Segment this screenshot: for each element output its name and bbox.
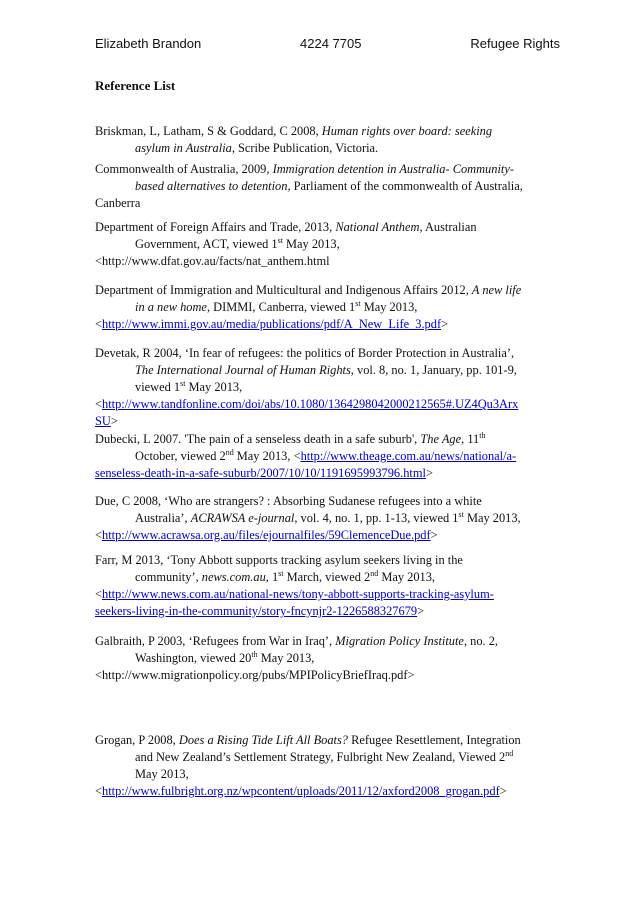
header-author: Elizabeth Brandon [95, 36, 202, 51]
reference-item-devetak: Devetak, R 2004, ‘In fear of refugees: the politics of Border Protection in Australia’, The International Journal of Human Rights, vol. 8, no. 1, January, pp. 101-9, viewed 1st May 2013, <http://www.tandfonline.com/doi/abs/10.1080/1364298042000212565#.UZ4Qu3Arx SU> [95, 346, 519, 428]
reference-link[interactable]: http://www.news.com.au/national-news/tony-abbott-supports-tracking-asylum- [102, 587, 494, 601]
reference-item-farr: Farr, M 2013, ‘Tony Abbott supports tracking asylum seekers living in the community’, news.com.au, 1st March, viewed 2nd May 2013, <http://www.news.com.au/national-news/tony-abbott-supports-tracking-asylum- seekers-living-in-the-community/story-fncynjr2-1226588327679> [95, 553, 494, 618]
header-doc-title: Refugee Rights [470, 36, 560, 51]
reference-item-diac: Department of Immigration and Multicultural and Indigenous Affairs 2012, A new life in a new home, DIMMI, Canberra, viewed 1st May 2013, <http://www.immi.gov.au/media/publications/pdf/A_New_Life_3.pdf> [95, 283, 522, 331]
page-header [95, 36, 560, 54]
header-student-id: 4224 7705 [300, 36, 362, 51]
reference-link-cont[interactable]: senseless-death-in-a-safe-suburb/2007/10/10/1191695993796.html [95, 466, 426, 480]
reference-url: <http://www.migrationpolicy.org/pubs/MPIPolicyBriefIraq.pdf> [95, 668, 415, 682]
reference-item-due: Due, C 2008, ‘Who are strangers? : Absorbing Sudanese refugees into a white Australia’, ACRAWSA e-journal, vol. 4, no. 1, pp. 1-13, viewed 1st May 2013, <http://www.acrawsa.org.au/files/ejournalfiles/59ClemenceDue.pdf> [95, 494, 521, 542]
reference-link[interactable]: http://www.acrawsa.org.au/files/ejournalfiles/59ClemenceDue.pdf [102, 528, 431, 542]
reference-link[interactable]: http://www.fulbright.org.nz/wpcontent/uploads/2011/12/axford2008_grogan.pdf [102, 784, 500, 798]
reference-item-commonwealth: Commonwealth of Australia, 2009, Immigration detention in Australia- Community- based alternatives to detention, Parliament of the commonwealth of Australia, Canberra [95, 162, 523, 210]
reference-item-dubecki: Dubecki, L 2007. 'The pain of a senseless death in a safe suburb', The Age, 11th October, viewed 2nd May 2013, <http://www.theage.com.au/news/national/a- senseless-death-in-a-safe-suburb/2007/10/10/1191695993796.html> [95, 430, 517, 480]
reference-link-cont[interactable]: seekers-living-in-the-community/story-fncynjr2-1226588327679 [95, 604, 418, 618]
reference-link[interactable]: http://www.tandfonline.com/doi/abs/10.1080/1364298042000212565#.UZ4Qu3Arx [102, 397, 519, 411]
page-title: Reference List [95, 78, 176, 93]
reference-link[interactable]: http://www.immi.gov.au/media/publications/pdf/A_New_Life_3.pdf [102, 317, 442, 331]
reference-item-grogan: Grogan, P 2008, Does a Rising Tide Lift All Boats? Refugee Resettlement, Integration and New Zealand’s Settlement Strategy, Fulbright New Zealand, Viewed 2nd May 2013, <http://www.fulbright.org.nz/wpcontent/uploads/2011/12/axford2008_grogan.pdf> [95, 733, 521, 798]
reference-link[interactable]: http://www.theage.com.au/news/national/a- [300, 449, 517, 463]
reference-item-briskman: Briskman, L, Latham, S & Goddard, C 2008, Human rights over board: seeking asylum in Australia, Scribe Publication, Victoria. [95, 124, 493, 155]
reference-link-cont[interactable]: SU [95, 414, 111, 428]
reference-item-dfat: Department of Foreign Affairs and Trade, 2013, National Anthem, Australian Government, ACT, viewed 1st May 2013, <http://www.dfat.gov.au/facts/nat_anthem.html [95, 219, 565, 270]
reference-url: <http://www.dfat.gov.au/facts/nat_anthem.html [95, 254, 330, 268]
reference-item-galbraith: Galbraith, P 2003, ‘Refugees from War in Iraq’, Migration Policy Institute, no. 2, Washington, viewed 20th May 2013, <http://www.migrationpolicy.org/pubs/MPIPolicyBriefIraq.pdf> [95, 633, 565, 684]
